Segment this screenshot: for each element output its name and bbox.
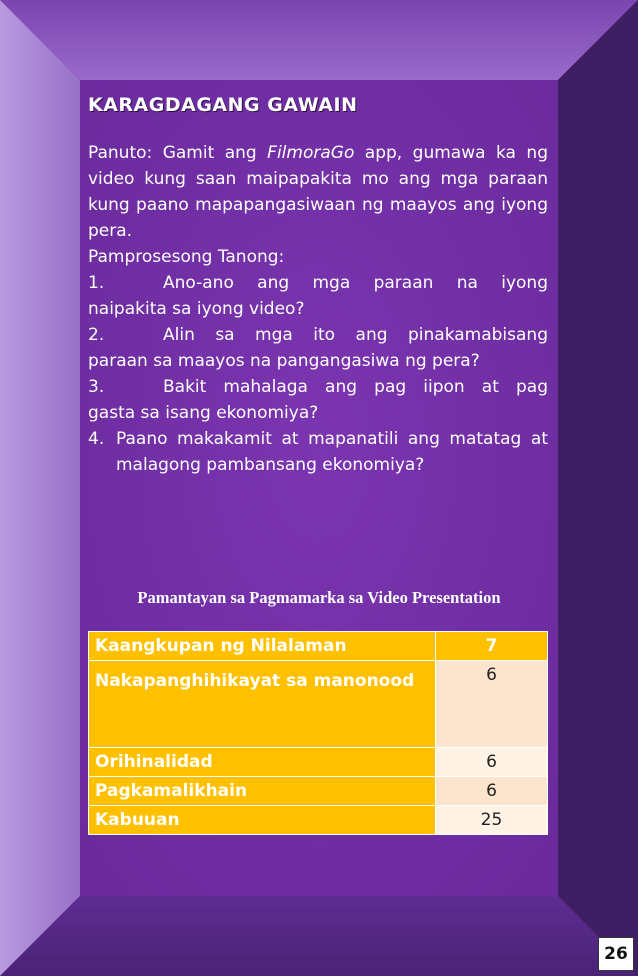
question-number: 3.: [88, 377, 105, 397]
points-cell: 6: [436, 777, 548, 806]
question-3: [88, 374, 548, 400]
table-row: [89, 632, 548, 661]
instruction-label: Panuto: Gamit ang: [88, 143, 268, 163]
question-text: Bakit mahalaga ang pag iipon at pag: [163, 377, 548, 397]
question-number: 2.: [88, 325, 105, 345]
question-number: 1.: [88, 273, 105, 293]
question-3-continued: gasta sa isang ekonomiya?: [88, 403, 319, 423]
instruction-text: app, gumawa ka ng video kung saan maipapakita mo ang mga paraan kung paano mapapangasiwaan ng maayos ang iyong pera.: [88, 143, 548, 241]
criterion-cell: Pagkamalikhain: [89, 777, 436, 806]
question-1-continued: naipakita sa iyong video?: [88, 299, 305, 319]
table-row: [89, 661, 548, 748]
frame-right-bevel: [558, 0, 638, 976]
question-text: Ano-ano ang mga paraan na iyong: [163, 273, 548, 293]
table-row: [89, 777, 548, 806]
rubric-table: [88, 631, 548, 835]
frame-top-bevel: [0, 0, 638, 80]
criterion-cell: Kabuuan: [89, 806, 436, 835]
questions-label: Pamprosesong Tanong:: [88, 247, 285, 267]
table-row: [89, 806, 548, 835]
question-text: Paano makakamit at mapanatili ang matatag at malagong pambansang ekonomiya?: [116, 429, 548, 475]
points-cell: 6: [436, 661, 548, 748]
activity-content: [88, 92, 548, 478]
question-1: [88, 270, 548, 296]
table-row: [89, 748, 548, 777]
frame-left-bevel: [0, 0, 80, 976]
activity-heading: KARAGDAGANG GAWAIN: [88, 94, 358, 116]
criterion-cell: Nakapanghihikayat sa manonood: [89, 661, 436, 748]
points-cell: 25: [436, 806, 548, 835]
app-name: FilmoraGo: [267, 143, 355, 163]
instruction-paragraph: [88, 140, 548, 244]
question-text: Alin sa mga ito ang pinakamabisang: [163, 325, 548, 345]
question-4: [88, 426, 548, 478]
points-cell: 7: [436, 632, 548, 661]
criterion-cell: Orihinalidad: [89, 748, 436, 777]
question-2-continued: paraan sa maayos na pangangasiwa ng pera?: [88, 351, 480, 371]
frame-bottom-bevel: [0, 896, 638, 976]
question-2: [88, 322, 548, 348]
points-cell: 6: [436, 748, 548, 777]
criterion-cell: Kaangkupan ng Nilalaman: [89, 632, 436, 661]
rubric-title: Pamantayan sa Pagmamarka sa Video Presentation: [137, 588, 501, 607]
page-number: 26: [598, 937, 634, 971]
question-number: 4.: [88, 429, 105, 449]
